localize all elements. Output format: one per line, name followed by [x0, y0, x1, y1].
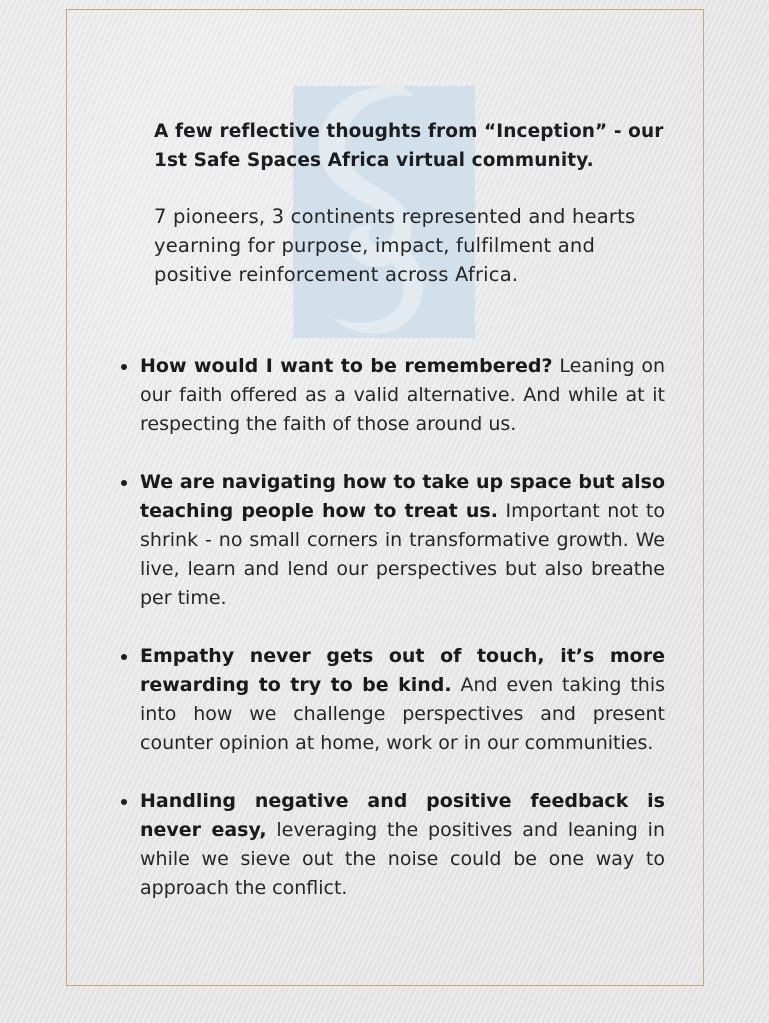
bullet-icon — [121, 654, 127, 660]
bullet-icon — [121, 480, 127, 486]
point-heading: We are navigating how to take up space but also teaching people how to treat us. — [140, 471, 665, 522]
intro-body: 7 pioneers, 3 continents represented and hearts yearning for purpose, impact, fulfilment and positive reinforcement across Africa. — [154, 205, 636, 286]
list-item — [118, 352, 665, 439]
point-text: And even taking this into how we challenge perspectives and present counter opinion at home, work or in our communities. — [140, 674, 666, 754]
list-item — [118, 787, 665, 903]
bullet-icon — [121, 799, 127, 805]
point-text: Leaning on our faith offered as a valid alternative. And while at it respecting the faith of those around us. — [140, 355, 665, 435]
list-item — [118, 468, 665, 613]
point-heading: How would I want to be remembered? — [140, 355, 553, 377]
intro-section — [154, 117, 674, 289]
reflection-list — [118, 352, 665, 932]
bullet-icon — [121, 364, 127, 370]
point-heading: Empathy never gets out of touch, it’s more rewarding to try to be kind. — [140, 645, 665, 696]
intro-title: A few reflective thoughts from “Inception” - our 1st Safe Spaces Africa virtual community. — [154, 121, 664, 171]
point-heading: Handling negative and positive feedback is never easy, — [140, 790, 665, 841]
point-text: Important not to shrink - no small corners in transformative growth. We live, learn and lend our perspectives but also breathe per time. — [140, 500, 665, 609]
list-item — [118, 642, 665, 758]
point-text: leveraging the positives and leaning in while we sieve out the noise could be one way to approach the conflict. — [140, 819, 665, 899]
